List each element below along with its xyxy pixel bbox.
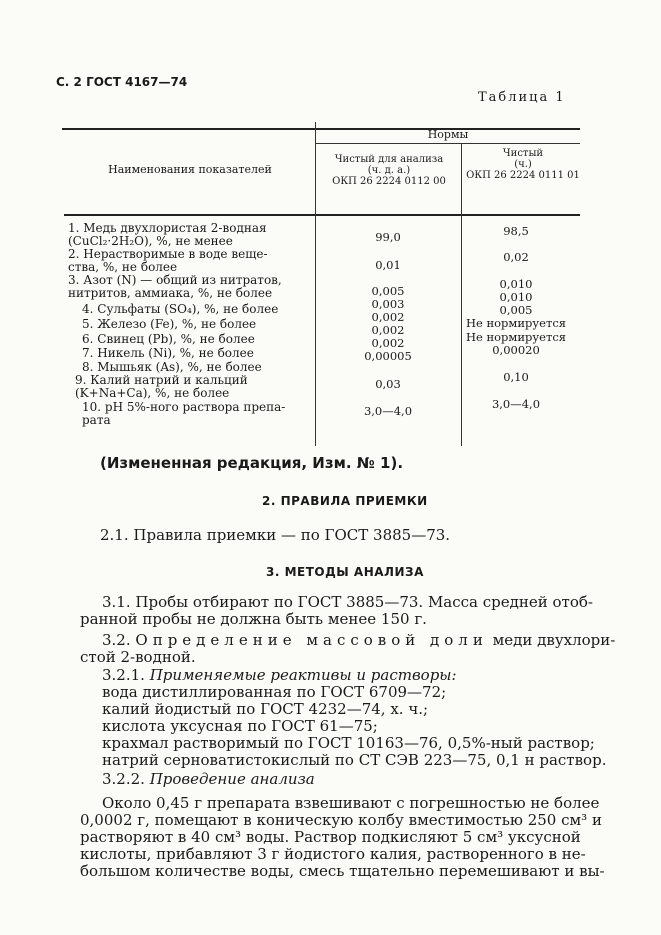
table-row: 3. Азот (N) — общий из нитратов, нитритов, аммиака, %, не более [68, 273, 282, 300]
table-row: 5. Железо (Fe), %, не более [82, 317, 257, 331]
table-row: 7. Никель (Ni), %, не более [82, 346, 254, 360]
section-2-title: 2. ПРАВИЛА ПРИЕМКИ [262, 494, 428, 508]
row-value: 0,01 [375, 258, 401, 272]
row-value: 0,010 [499, 290, 533, 304]
table-row: 6. Свинец (Pb), %, не более [82, 332, 255, 346]
section-3-title: 3. МЕТОДЫ АНАЛИЗА [266, 565, 424, 579]
paragraph-3-2: 3.2. Определение массовой доли меди двухлори- стой 2-водной. [80, 631, 616, 666]
row-value: 0,03 [375, 377, 401, 391]
norms-rule [316, 143, 580, 144]
paragraph-3-2-1: 3.2.1. Применяемые реактивы и растворы: [102, 666, 457, 684]
table-row: 9. Калий натрий и кальций (K+Na+Ca), %, не более [75, 373, 248, 400]
norms-header: Нормы [427, 128, 469, 141]
row-value: Не нормируется [465, 316, 567, 330]
paragraph-2-1: 2.1. Правила приемки — по ГОСТ 3885—73. [100, 526, 451, 544]
column-name-header: Наименования показателей [108, 163, 272, 176]
list-item: кислота уксусная по ГОСТ 61—75; [102, 717, 378, 735]
table-title: Таблица 1 [478, 90, 566, 105]
row-value: 99,0 [375, 230, 401, 244]
row-value: Не нормируется [465, 330, 567, 344]
row-value: 0,010 [499, 277, 533, 291]
amendment-note: (Измененная редакция, Изм. № 1). [100, 454, 404, 472]
row-value: 0,00020 [492, 343, 540, 357]
col1-header: Чистый для анализа (ч. д. а.) ОКП 26 2224 0112 00 [332, 154, 446, 187]
list-item: вода дистиллированная по ГОСТ 6709—72; [102, 683, 447, 701]
row-value: 0,005 [499, 303, 533, 317]
list-item: натрий серноватистокислый по СТ СЭВ 223—75, 0,1 н раствор. [102, 751, 607, 769]
page-header: С. 2 ГОСТ 4167—74 [56, 75, 188, 89]
row-value: 0,002 [371, 336, 405, 350]
row-value: 0,002 [371, 310, 405, 324]
row-value: 98,5 [503, 224, 529, 238]
reagent-list [102, 684, 606, 769]
row-value: 0,002 [371, 323, 405, 337]
row-value: 0,003 [371, 297, 405, 311]
table-row: 10. pH 5%-ного раствора препа- рата [82, 400, 286, 427]
list-item: крахмал растворимый по ГОСТ 10163—76, 0,5%-ный раствор; [102, 734, 595, 752]
row-value: 0,00005 [364, 349, 412, 363]
col2-header: Чистый (ч.) ОКП 26 2224 0111 01 [466, 148, 580, 181]
row-value: 0,02 [503, 250, 529, 264]
paragraph-3-1: 3.1. Пробы отбирают по ГОСТ 3885—73. Масса средней отоб- ранной пробы не должна быть менее 150 г. [80, 593, 593, 628]
row-value: 3,0—4,0 [363, 404, 413, 418]
list-item: калий йодистый по ГОСТ 4232—74, х. ч.; [102, 700, 429, 718]
row-value: 0,10 [503, 370, 529, 384]
table-row: 8. Мышьяк (As), %, не более [82, 360, 262, 374]
table-row: 1. Медь двухлористая 2-водная (CuCl₂·2H₂O), %, не менее [68, 221, 267, 248]
row-value: 3,0—4,0 [491, 397, 541, 411]
table-column-divider [315, 122, 316, 446]
row-value: 0,005 [371, 284, 405, 298]
table-row: 4. Сульфаты (SO₄), %, не более [82, 302, 279, 316]
table-header-rule [64, 214, 580, 216]
analysis-paragraph: Около 0,45 г препарата взвешивают с погрешностью не более 0,0002 г, помещают в коническую колбу вместимостью 250 см³ и растворяют в 40 см³ воды. Раствор подкисляют 5 см³ уксусной кислоты, прибавляют 3 г йодистого калия, растворенного в не- большом количестве воды, смесь тщательно перемешивают и вы- [80, 794, 605, 880]
table-row: 2. Нерастворимые в воде веще- ства, %, не более [68, 247, 268, 274]
paragraph-3-2-2: 3.2.2. Проведение анализа [102, 770, 315, 788]
